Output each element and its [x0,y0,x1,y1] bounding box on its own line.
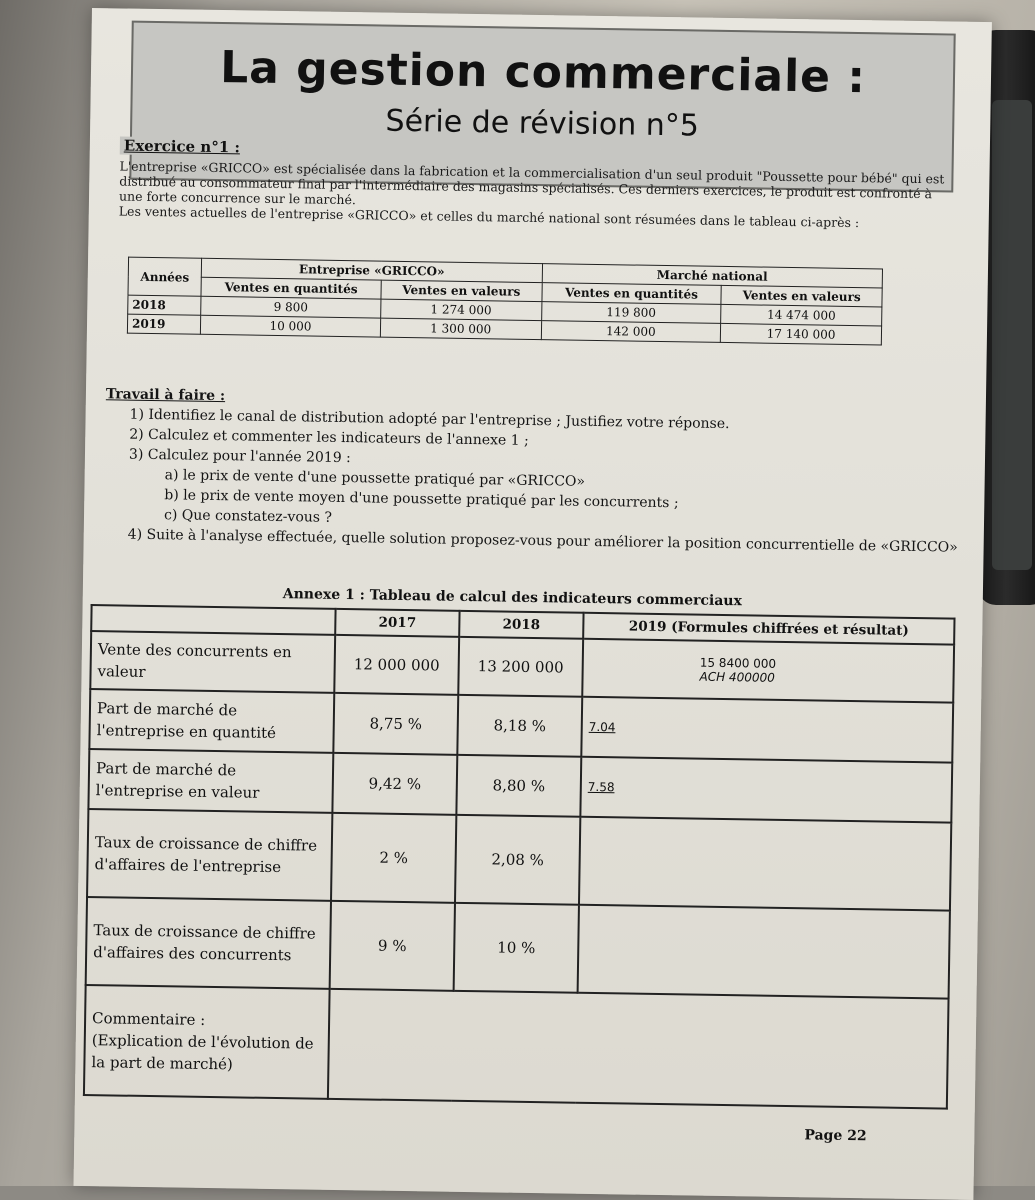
cell: 9 800 [201,296,381,318]
comment-sub: (Explication de l'évolution de la part de marché) [91,1031,314,1074]
intro-paragraph: L'entreprise «GRICCO» est spécialisée dans la fabrication et la commercialisation d'un seul produit "Poussette pour bébé" qui est distribué au consommateur final par l'intermédiaire des magasins spécialisés. Ces derniers exercices, le produit est confronté à une forte concurrence sur le marché. [118,158,945,208]
work-section [104,384,966,557]
cell-2018: 2,08 % [455,815,580,905]
question-3b: b) le prix de vente moyen d'une poussette pratiqué par les concurrents ; [164,487,679,512]
cell-2017: 9,42 % [332,753,457,815]
row-label: Vente des concurrents en valeur [90,631,335,693]
header-company: Entreprise «GRICCO» [201,258,542,282]
cell-2018: 8,18 % [457,695,582,757]
header-market: Marché national [542,264,883,288]
header-2019: 2019 (Formules chiffrées et résultat) [583,613,954,645]
table-row [84,985,949,1109]
page-subtitle: Série de révision n°5 [385,103,700,144]
question-3a: a) le prix de vente d'une poussette pratiqué par «GRICCO» [164,467,586,490]
header-2018: 2018 [459,611,583,639]
device-screen [992,100,1032,570]
cell-2017: 2 % [331,813,456,903]
header-sub: Ventes en quantités [201,277,381,299]
header-sub: Ventes en quantités [542,283,722,305]
cell: 17 140 000 [721,323,882,345]
header-sub: Ventes en valeurs [381,280,542,302]
question-2: 2) Calculez et commenter les indicateurs de l'annexe 1 ; [129,426,529,449]
cell-year: 2018 [128,295,201,315]
row-label: Taux de croissance de chiffre d'affaires de l'entreprise [87,809,332,901]
cell-2017: 12 000 000 [334,635,459,695]
cell: 14 474 000 [721,304,882,326]
indicators-table [83,604,956,1110]
intro-paragraph-2: Les ventes actuelles de l'entreprise «GRICCO» et celles du marché national sont résumées dans le tableau ci-après : [118,203,860,231]
table-row [87,809,951,911]
comment-field[interactable] [328,989,949,1109]
worksheet-page [73,8,991,1200]
handwritten-value: 7.04 [588,719,616,735]
cell-2019[interactable] [581,697,953,763]
header-sub: Ventes en valeurs [721,285,882,307]
cell-2019[interactable] [580,757,952,823]
question-3: 3) Calculez pour l'année 2019 : [128,446,351,467]
question-4: 4) Suite à l'analyse effectuée, quelle solution proposez-vous pour améliorer la position concurrentielle de «GRICCO» [127,526,958,556]
cell: 1 274 000 [380,299,541,321]
table-row [86,897,950,999]
exercise-intro [119,158,960,231]
cell: 119 800 [541,302,721,324]
annexe-title: Annexe 1 : Tableau de calcul des indicateurs commerciaux [282,586,743,610]
handwritten-value: 7.58 [587,779,615,795]
question-3c: c) Que constatez-vous ? [163,507,333,526]
header-blank [91,605,335,635]
handwritten-note: ACH 400000 [699,669,775,685]
cell-2018: 10 % [454,903,579,993]
cell-year: 2019 [127,314,200,334]
cell-2017: 9 % [330,901,455,991]
cell: 10 000 [201,315,381,337]
header-2017: 2017 [335,609,459,637]
question-1: 1) Identifiez le canal de distribution adopté par l'entreprise ; Justifiez votre réponse. [129,406,730,433]
page-title: La gestion commerciale : [219,42,867,104]
cell-2018: 13 200 000 [458,637,583,697]
handwritten-value: 15 8400 000 [699,655,777,671]
sales-table [127,257,883,346]
header-years: Années [128,257,202,296]
cell-2017: 8,75 % [333,693,458,755]
exercise-label: Exercice n°1 : [120,136,244,156]
row-label: Part de marché de l'entreprise en valeur [88,749,333,813]
comment-label-cell [84,985,330,1099]
comment-label: Commentaire : [91,1009,206,1029]
row-label: Part de marché de l'entreprise en quantité [89,689,334,753]
page-number: Page 22 [804,1127,867,1145]
row-label: Taux de croissance de chiffre d'affaires des concurrents [86,897,331,989]
cell: 1 300 000 [380,318,541,340]
cell: 142 000 [541,321,721,343]
work-title: Travail à faire : [105,386,226,405]
cell-2019[interactable] [579,817,951,911]
cell-2018: 8,80 % [456,755,581,817]
cell-2019[interactable] [578,905,950,999]
cell-2019[interactable] [582,639,954,703]
